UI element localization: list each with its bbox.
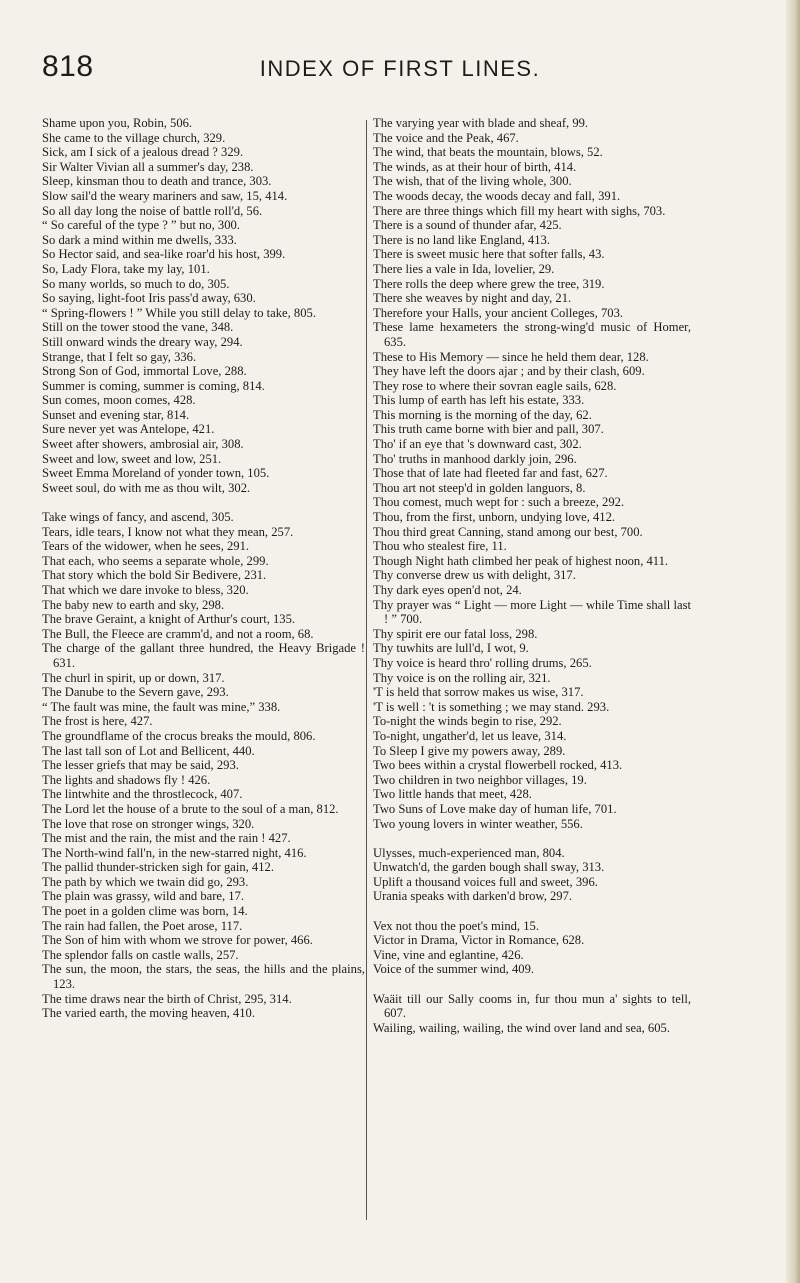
index-entry: Two children in two neighbor villages, 19. (373, 772, 587, 787)
index-entry: So saying, light-foot Iris pass'd away, 630. (42, 291, 256, 306)
index-entry: Two young lovers in winter weather, 556. (373, 816, 583, 831)
index-entry: Thy converse drew us with delight, 317. (373, 568, 576, 583)
index-entry: The wind, that beats the mountain, blows, 52. (373, 145, 603, 160)
index-entry: These lame hexameters the strong-wing'd music of Homer, 635. (373, 320, 691, 349)
index-entry: The Son of him with whom we strove for power, 466. (42, 933, 313, 948)
index-entry: The pallid thunder-stricken sigh for gain, 412. (42, 860, 274, 875)
index-entry: Tears of the widower, when he sees, 291. (42, 539, 250, 554)
index-entry: Thou comest, much wept for : such a breeze, 292. (373, 495, 625, 510)
index-entry: There is no land like England, 413. (373, 232, 550, 247)
index-columns (42, 116, 780, 1266)
index-entry: Take wings of fancy, and ascend, 305. (42, 510, 234, 525)
index-entry: The last tall son of Lot and Bellicent, 440. (42, 743, 255, 758)
index-entry: “ So careful of the type ? ” but no, 300. (42, 218, 240, 233)
index-entry: Thy spirit ere our fatal loss, 298. (373, 626, 538, 641)
index-entry: Sir Walter Vivian all a summer's day, 238. (42, 159, 254, 174)
index-entry: They rose to where their sovran eagle sails, 628. (373, 378, 617, 393)
index-entry: Still on the tower stood the vane, 348. (42, 320, 234, 335)
index-entry: Though Night hath climbed her peak of highest noon, 411. (373, 553, 669, 568)
index-entry: So many worlds, so much to do, 305. (42, 276, 230, 291)
index-entry: Two Suns of Love make day of human life, 701. (373, 801, 617, 816)
page-number: 818 (42, 50, 94, 83)
running-title: INDEX OF FIRST LINES. (259, 56, 541, 81)
index-entry: Waäit till our Sally cooms in, fur thou mun a' sights to tell, 607. (373, 991, 691, 1021)
index-entry: Thou third great Canning, stand among our best, 700. (373, 524, 643, 539)
index-entry: Sweet and low, sweet and low, 251. (42, 451, 222, 466)
index-entry: That each, who seems a separate whole, 299. (42, 553, 269, 568)
index-entry: Still onward winds the dreary way, 294. (42, 334, 243, 349)
index-entry: Victor in Drama, Victor in Romance, 628. (373, 933, 585, 948)
index-entry: Sweet Emma Moreland of yonder town, 105. (42, 466, 270, 481)
index-entry: There is sweet music here that softer falls, 43. (373, 247, 605, 262)
index-entry: Thou, from the first, unborn, undying love, 412. (373, 510, 616, 525)
index-entry: Thou who stealest fire, 11. (373, 539, 507, 554)
index-entry: There she weaves by night and day, 21. (373, 291, 572, 306)
index-entry: Two bees within a crystal flowerbell rocked, 413. (373, 758, 623, 773)
index-entry: That story which the bold Sir Bedivere, 231. (42, 568, 267, 583)
index-entry: Sweet after showers, ambrosial air, 308. (42, 437, 244, 452)
index-entry: They have left the doors ajar ; and by their clash, 609. (373, 364, 645, 379)
index-entry: This morning is the morning of the day, 62. (373, 407, 592, 422)
index-entry: The Danube to the Severn gave, 293. (42, 685, 229, 700)
index-entry: Strong Son of God, immortal Love, 288. (42, 364, 247, 379)
index-entry: Ulysses, much-experienced man, 804. (373, 845, 565, 860)
index-entry: So all day long the noise of battle roll'd, 56. (42, 203, 263, 218)
index-entry: Vine, vine and eglantine, 426. (373, 947, 524, 962)
index-entry: Wailing, wailing, wailing, the wind over land and sea, 605. (373, 1020, 670, 1035)
index-entry: Sleep, kinsman thou to death and trance, 303. (42, 174, 272, 189)
index-entry: The mist and the rain, the mist and the rain ! 427. (42, 831, 291, 846)
index-entry: This truth came borne with bier and pall, 307. (373, 422, 604, 437)
index-entry: The Bull, the Fleece are cramm'd, and not a room, 68. (42, 626, 314, 641)
right-column (373, 116, 691, 1035)
index-entry: There are three things which fill my heart with sighs, 703. (373, 203, 666, 218)
index-entry: Tho' if an eye that 's downward cast, 302. (373, 437, 582, 452)
index-entry: Thy tuwhits are lull'd, I wot, 9. (373, 641, 529, 656)
index-entry: The groundflame of the crocus breaks the mould, 806. (42, 728, 316, 743)
index-entry: This lump of earth has left his estate, 333. (373, 393, 585, 408)
index-entry: Sweet soul, do with me as thou wilt, 302. (42, 480, 251, 495)
index-entry: 'T is well : 't is something ; we may stand. 293. (373, 699, 610, 714)
index-entry: The path by which we twain did go, 293. (42, 874, 249, 889)
index-entry: So Hector said, and sea-like roar'd his host, 399. (42, 247, 286, 262)
column-divider (366, 120, 367, 1220)
index-entry: There is a sound of thunder afar, 425. (373, 218, 562, 233)
index-entry: The time draws near the birth of Christ, 295, 314. (42, 991, 292, 1006)
index-entry: That which we dare invoke to bless, 320. (42, 583, 249, 597)
index-entry: Thy prayer was “ Light — more Light — while Time shall last ! ” 700. (373, 597, 691, 627)
index-entry: Voice of the summer wind, 409. (373, 962, 535, 977)
index-entry: The baby new to earth and sky, 298. (42, 597, 225, 612)
index-entry: The lights and shadows fly ! 426. (42, 772, 211, 787)
index-entry: The sun, the moon, the stars, the seas, the hills and the plains, 123. (42, 962, 365, 992)
index-entry: Summer is coming, summer is coming, 814. (42, 378, 265, 393)
index-entry: So dark a mind within me dwells, 333. (42, 232, 237, 247)
index-entry: The woods decay, the woods decay and fall, 391. (373, 188, 621, 203)
index-entry: Thy voice is heard thro' rolling drums, 265. (373, 655, 592, 670)
index-entry: Therefore your Halls, your ancient Colleges, 703. (373, 305, 624, 320)
index-entry: The voice and the Peak, 467. (373, 130, 519, 145)
index-entry: The brave Geraint, a knight of Arthur's court, 135. (42, 612, 296, 627)
index-entry: There lies a vale in Ida, lovelier, 29. (373, 261, 555, 276)
index-entry: The churl in spirit, up or down, 317. (42, 670, 225, 685)
index-entry: Uplift a thousand voices full and sweet, 396. (373, 874, 598, 889)
index-entry: Unwatch'd, the garden bough shall sway, 313. (373, 860, 605, 875)
index-entry: Sun comes, moon comes, 428. (42, 393, 196, 408)
index-entry: So, Lady Flora, take my lay, 101. (42, 261, 210, 276)
index-entry: To-night, ungather'd, let us leave, 314. (373, 728, 567, 743)
index-entry: The Lord let the house of a brute to the soul of a man, 812. (42, 801, 339, 816)
page-edge (786, 0, 800, 1283)
index-entry: The rain had fallen, the Poet arose, 117. (42, 918, 243, 933)
index-entry: Sure never yet was Antelope, 421. (42, 422, 215, 437)
index-entry: Slow sail'd the weary mariners and saw, 15, 414. (42, 188, 288, 203)
index-entry: 'T is held that sorrow makes us wise, 317. (373, 685, 584, 700)
index-entry: Thy voice is on the rolling air, 321. (373, 670, 551, 685)
index-entry: Urania speaks with darken'd brow, 297. (373, 889, 573, 904)
index-entry: There rolls the deep where grew the tree, 319. (373, 276, 605, 291)
index-entry: The North-wind fall'n, in the new-starred night, 416. (42, 845, 307, 860)
index-entry: Sunset and evening star, 814. (42, 407, 190, 422)
index-entry: The varied earth, the moving heaven, 410. (42, 1006, 255, 1021)
index-entry: The frost is here, 427. (42, 714, 153, 729)
index-entry: Tho' truths in manhood darkly join, 296. (373, 451, 577, 466)
index-entry: Vex not thou the poet's mind, 15. (373, 918, 539, 933)
left-column (42, 116, 365, 1021)
index-entry: Strange, that I felt so gay, 336. (42, 349, 197, 364)
page-header (40, 50, 760, 90)
index-entry: The love that rose on stronger wings, 320. (42, 816, 255, 831)
index-entry: The varying year with blade and sheaf, 99. (373, 116, 589, 130)
index-entry: Sick, am I sick of a jealous dread ? 329. (42, 145, 244, 160)
index-entry: The winds, as at their hour of birth, 414. (373, 159, 577, 174)
index-entry: These to His Memory — since he held them dear, 128. (373, 349, 649, 364)
index-entry: The splendor falls on castle walls, 257. (42, 947, 239, 962)
index-entry: Two little hands that meet, 428. (373, 787, 532, 802)
index-entry: “ Spring-flowers ! ” While you still delay to take, 805. (42, 305, 316, 320)
index-entry: Shame upon you, Robin, 506. (42, 116, 193, 130)
index-entry: Tears, idle tears, I know not what they mean, 257. (42, 524, 294, 539)
index-entry: Thou art not steep'd in golden languors, 8. (373, 480, 586, 495)
index-entry: To Sleep I give my powers away, 289. (373, 743, 566, 758)
index-entry: “ The fault was mine, the fault was mine,” 338. (42, 699, 281, 714)
index-entry: Those that of late had fleeted far and fast, 627. (373, 466, 608, 481)
index-entry: To-night the winds begin to rise, 292. (373, 714, 562, 729)
index-entry: Thy dark eyes open'd not, 24. (373, 583, 522, 597)
index-entry: The lintwhite and the throstlecock, 407. (42, 787, 243, 802)
index-entry: The plain was grassy, wild and bare, 17. (42, 889, 245, 904)
index-entry: She came to the village church, 329. (42, 130, 226, 145)
index-entry: The poet in a golden clime was born, 14. (42, 904, 248, 919)
index-entry: The lesser griefs that may be said, 293. (42, 758, 239, 773)
index-entry: The charge of the gallant three hundred, the Heavy Brigade ! 631. (42, 641, 365, 670)
index-entry: The wish, that of the living whole, 300. (373, 174, 572, 189)
